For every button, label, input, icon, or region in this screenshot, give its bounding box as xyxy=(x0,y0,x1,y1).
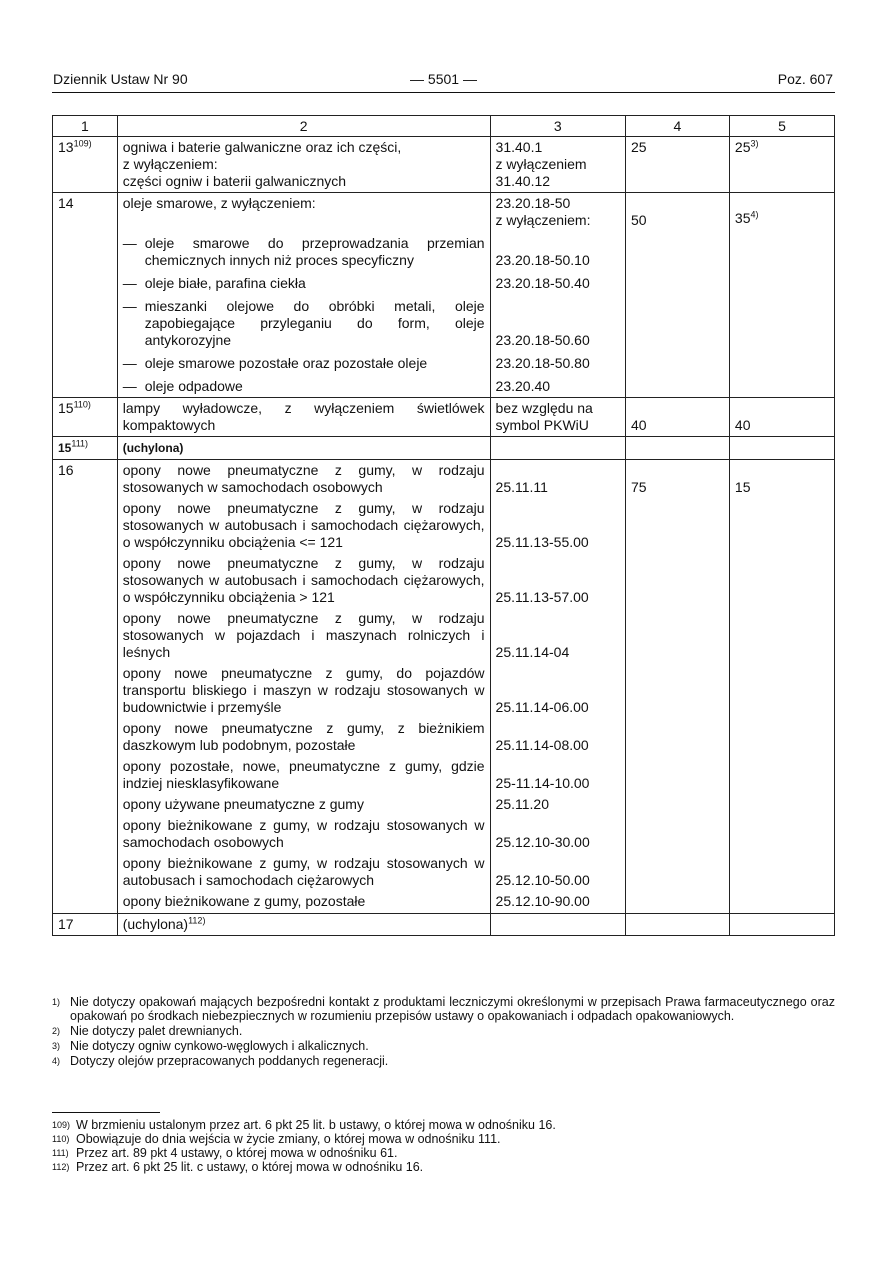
row-description: ogniwa i baterie galwaniczne oraz ich części, z wyłączeniem: części ogniw i baterii galwanicznych xyxy=(117,137,490,193)
row-description: (uchylona)$^{112)}$ xyxy=(117,914,490,936)
row-col4: 40 xyxy=(625,398,729,437)
note-item: 1) Nie dotyczy opakowań mających bezpośredni kontakt z produktami leczniczymi określonymi w przepisach Prawa farmaceutycznego oraz opakowań po środkach niebezpiecznych w rozumieniu przepisów ustawy o opakowaniach i odpadach opakowaniowych. xyxy=(52,995,835,1023)
row-col5 xyxy=(729,437,834,460)
list-item: — oleje smarowe pozostałe oraz pozostałe oleje xyxy=(122,355,428,371)
list-item: — oleje smarowe do przeprowadzania przemian chemicznych innych niż proces specyficzny xyxy=(122,235,485,268)
row-code xyxy=(490,437,625,460)
row-number: 13$^{109)}$ xyxy=(53,137,118,193)
footnote-item: 112) Przez art. 6 pkt 25 lit. c ustawy, o której mowa w odnośniku 16. xyxy=(52,1160,424,1174)
row-code: 23.20.18-50 z wyłączeniem: 23.20.18-50.10 23.20.18-50.40 23.20.18-50.60 23.20.18-50.80 23.20.40 xyxy=(490,193,625,398)
list-item: opony nowe pneumatyczne z gumy, w rodzaju stosowanych w autobusach i samochodach ciężarowych, o współczynniku obciążenia <= 121 xyxy=(122,500,485,550)
list-item: opony bieżnikowane z gumy, w rodzaju stosowanych w autobusach i samochodach ciężarowych xyxy=(122,855,485,888)
row-col4 xyxy=(625,437,729,460)
table-row-16 xyxy=(53,460,835,914)
row-code: 25.11.11 25.11.13-55.00 25.11.13-57.00 25.11.14-04 25.11.14-06.00 25.11.14-08.00 25-11.14-10.00 25.11.20 25.12.10-30.00 25.12.10-50.00 25.12.10-90.00 xyxy=(490,460,625,914)
list-item: — oleje białe, parafina ciekła xyxy=(122,275,306,291)
table-row-17 xyxy=(53,914,835,936)
row-description: oleje smarowe, z wyłączeniem: — oleje smarowe do przeprowadzania przemian chemicznych innych niż proces specyficzny — oleje białe, parafina ciekła — mieszanki olejowe do obróbki metali, oleje zapobiegające przyleganiu do form, oleje antykorozyjne — oleje smarowe pozostałe oraz pozostałe oleje — oleje odpadowe xyxy=(117,193,490,398)
list-item: opony nowe pneumatyczne z gumy, w rodzaju stosowanych w autobusach i samochodach ciężarowych, o współczynniku obciążenia > 121 xyxy=(122,555,485,605)
list-item: opony pozostałe, nowe, pneumatyczne z gumy, gdzie indziej niesklasyfikowane xyxy=(122,758,485,791)
table-row-14 xyxy=(53,193,835,398)
list-item: opony bieżnikowane z gumy, pozostałe xyxy=(122,893,366,909)
footnote-item: 110) Obowiązuje do dnia wejścia w życie zmiany, o której mowa w odnośniku 111. xyxy=(52,1132,501,1146)
row-number: 14 xyxy=(53,193,118,398)
list-item: opony nowe pneumatyczne z gumy, w rodzaju stosowanych w pojazdach i maszynach rolniczych i leśnych xyxy=(122,610,485,660)
table-row-13 xyxy=(53,137,835,193)
list-item: — mieszanki olejowe do obróbki metali, oleje zapobiegające przyleganiu do form, oleje antykorozyjne xyxy=(122,298,485,348)
list-item: opony nowe pneumatyczne z gumy, w rodzaju stosowanych w samochodach osobowych xyxy=(122,462,485,495)
page-number: — 5501 — xyxy=(410,71,477,87)
table-notes xyxy=(52,995,835,1069)
table-header-row xyxy=(53,116,835,137)
regulation-table xyxy=(52,115,835,936)
row-code: 31.40.1 z wyłączeniem 31.40.12 xyxy=(490,137,625,193)
row-col5 xyxy=(729,914,834,936)
row-number: 17 xyxy=(53,914,118,936)
journal-title: Dziennik Ustaw Nr 90 xyxy=(53,71,188,87)
footnote-divider xyxy=(52,1112,160,1113)
footnote-item: 111) Przez art. 89 pkt 4 ustawy, o której mowa w odnośniku 61. xyxy=(52,1146,398,1160)
row-col5: 15 xyxy=(729,460,834,914)
row-col4: 75 xyxy=(625,460,729,914)
note-item: 3) Nie dotyczy ogniw cynkowo-węglowych i alkalicznych. xyxy=(52,1039,369,1053)
row-description: (uchylona) xyxy=(117,437,490,460)
list-item: opony używane pneumatyczne z gumy xyxy=(122,796,364,812)
row-col4: 25 xyxy=(625,137,729,193)
row-code xyxy=(490,914,625,936)
table-row-15b xyxy=(53,437,835,460)
row-col5: 40 xyxy=(729,398,834,437)
row-col4: 50 xyxy=(625,193,729,398)
row-col4 xyxy=(625,914,729,936)
list-item: opony nowe pneumatyczne z gumy, z bieżnikiem daszkowym lub podobnym, pozostałe xyxy=(122,720,485,753)
row-number: 16 xyxy=(53,460,118,914)
col-header-3: 3 xyxy=(490,116,625,137)
col-header-1: 1 xyxy=(53,116,118,137)
table-row-15a xyxy=(53,398,835,437)
note-item: 2) Nie dotyczy palet drewnianych. xyxy=(52,1024,243,1038)
list-item: opony bieżnikowane z gumy, w rodzaju stosowanych w samochodach osobowych xyxy=(122,817,485,850)
footnotes xyxy=(52,1118,835,1174)
row-number: 15$^{110)}$ xyxy=(53,398,118,437)
col-header-2: 2 xyxy=(117,116,490,137)
col-header-4: 4 xyxy=(625,116,729,137)
page-header xyxy=(52,70,835,93)
list-item: opony nowe pneumatyczne z gumy, do pojazdów transportu bliskiego i maszyn w rodzaju stosowanych w budownictwie i przemyśle xyxy=(122,665,485,715)
footnote-item: 109) W brzmieniu ustalonym przez art. 6 pkt 25 lit. b ustawy, o której mowa w odnośniku 16. xyxy=(52,1118,556,1132)
list-item: — oleje odpadowe xyxy=(122,378,243,394)
col-header-5: 5 xyxy=(729,116,834,137)
row-code: bez względu na symbol PKWiU xyxy=(490,398,625,437)
row-number: 15$^{111)}$ xyxy=(53,437,118,460)
position-number: Poz. 607 xyxy=(777,71,833,87)
note-item: 4) Dotyczy olejów przepracowanych poddanych regeneracji. xyxy=(52,1054,389,1068)
row-description xyxy=(117,460,490,914)
row-col5: 35$^{4)}$ xyxy=(729,193,834,398)
row-description: lampy wyładowcze, z wyłączeniem świetlówek kompaktowych xyxy=(117,398,490,437)
row-col5: 25$^{3)}$ xyxy=(729,137,834,193)
